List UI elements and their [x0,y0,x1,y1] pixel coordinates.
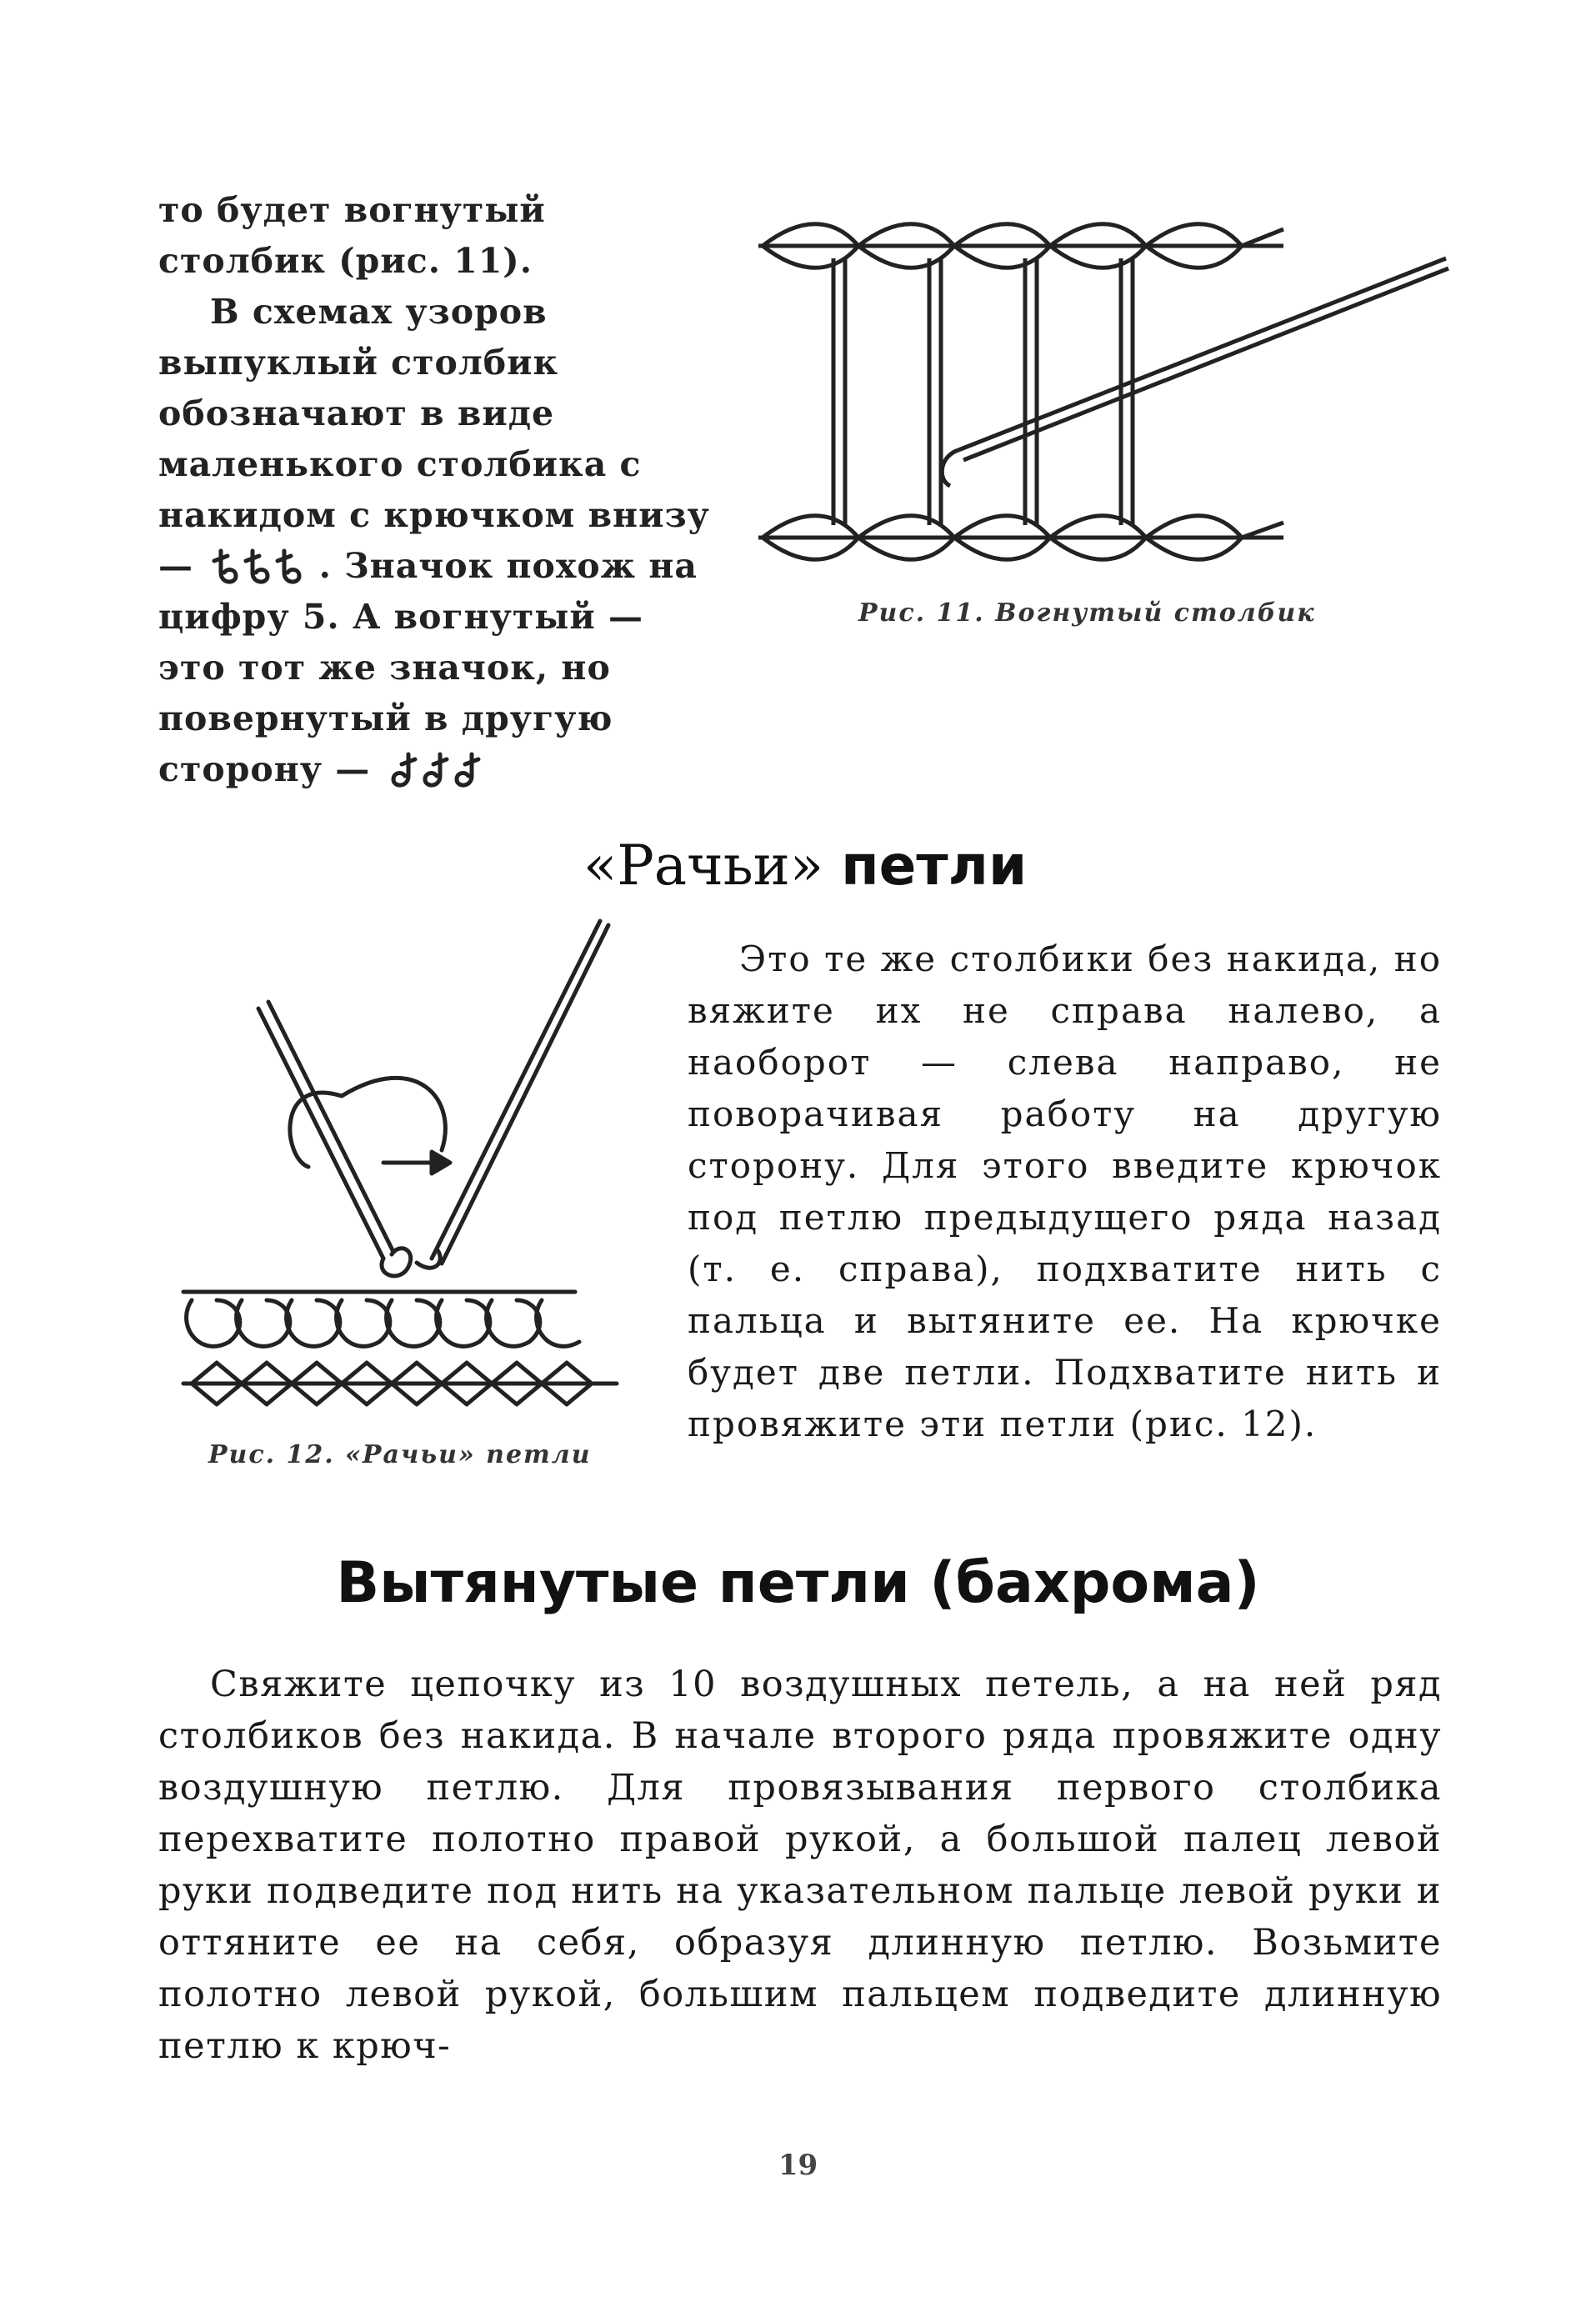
heading-part-2: петли [841,833,1028,898]
crochet-hook [942,258,1448,486]
hook [432,921,608,1264]
figure-11-recessed-stitch-illustration [750,179,1450,646]
working-yarn [258,1002,393,1259]
stitch-row [183,1249,579,1347]
left-paragraph-1: то будет вогнутый столбик (рис. 11). [158,190,546,281]
section-heading-fringe-loops: Вытянутые петли (бахрома) [336,1550,1260,1616]
crab-stitch-paragraph: Это те же столбики без накида, но вяжите их не справа налево, а наоборот — слева направо, не поворачивая работу на другую сторону. Для этого введите крючок под петлю предыдущего ряда назад (т. е. справа), подхватите нить с пальца и вытяните ее. На крючке будет две петли. Подхватите нить и провяжите эти петли (рис. 12). [688,938,1442,1444]
left-text-column [158,185,717,795]
figure-12-crab-stitch-illustration [167,908,642,1442]
raised-stitch-symbol-icon [206,548,306,591]
left-paragraph-2-part-a: В схемах узоров выпуклый столбик обозначают в виде маленького столбика с накидом с крючком внизу — [158,292,710,586]
left-paragraph-2 [158,287,717,795]
bottom-chain-row [758,516,1283,560]
recessed-stitch-symbol-icon [383,751,483,794]
figure-11-caption: Рис. 11. Вогнутый столбик [858,598,1316,628]
arrow-head-icon [432,1152,450,1174]
page-number: 19 [778,2149,818,2182]
left-paragraph-2-part-b: . Значок похож на цифру 5. А вогнутый — это тот же значок, но повернутый в другую сторону — [158,546,698,789]
vertical-posts [833,258,1133,525]
fringe-loops-paragraph: Свяжите цепочку из 10 воздушных петель, а на ней ряд столбиков без накида. В начале второго ряда провяжите одну воздушную петлю. Для провязывания первого столбика перехватите полотно правой рукой, а большой палец левой руки подведите под нить на указательном пальце левой руки и оттяните ее на себя, образуя длинную петлю. Возьмите полотно левой рукой, большим пальцем подведите длинную петлю к крюч- [158,1664,1442,2067]
base-chain [183,1363,617,1404]
top-chain-row [758,224,1283,268]
figure-12-caption: Рис. 12. «Рачьи» петли [208,1440,592,1469]
section-heading-crab-stitch [583,833,1027,898]
heading-part-1: «Рачьи» [583,833,824,898]
